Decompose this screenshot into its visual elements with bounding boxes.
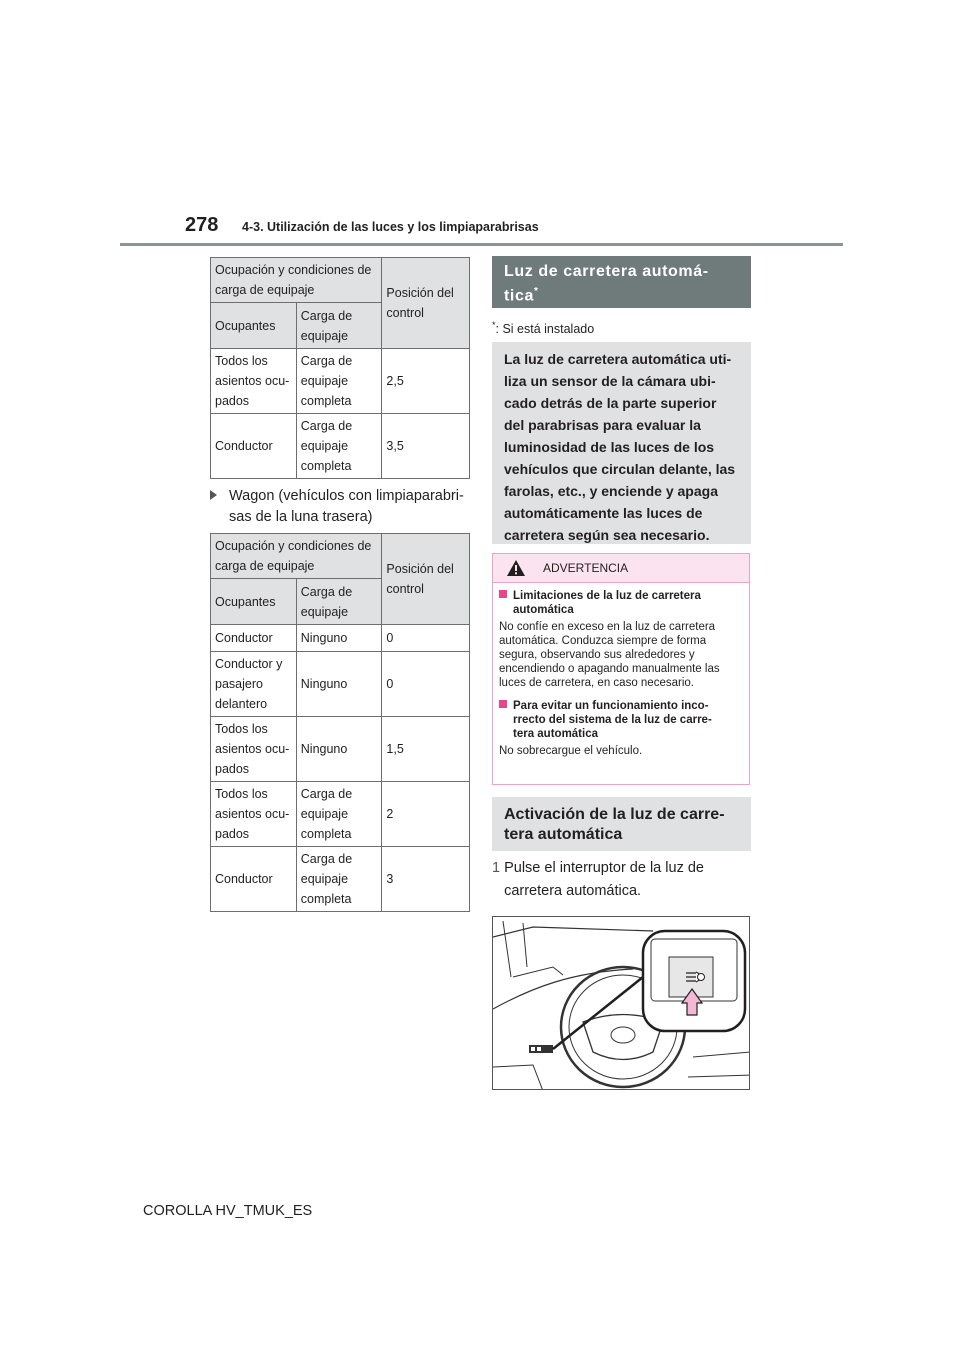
table-cell: Carga de equipaje completa: [296, 847, 382, 912]
footnote-mark: *: [492, 320, 496, 330]
footer-model: COROLLA HV_TMUK_ES: [143, 1203, 313, 1219]
footnote-text: : Si está instalado: [495, 322, 595, 337]
warning-box: [492, 553, 750, 785]
wagon-item: [210, 486, 479, 528]
table-cell: Carga de equipaje completa: [296, 349, 382, 414]
wagon-item-text: Wagon (vehículos con limpiaparabri-sas de la luna trasera): [229, 488, 464, 525]
section-title: 4-3. Utilización de las luces y los limpiaparabrisas: [242, 220, 539, 234]
square-bullet-icon: [499, 700, 507, 708]
dashboard-illustration: [492, 916, 750, 1090]
warning-item-text: No confíe en exceso en la luz de carretera automática. Conduzca siempre de forma segura, observando sus alrededores y encendiendo o apagando manualmente las luces de carretera, en caso necesario.: [499, 621, 720, 689]
intro-text: La luz de carretera automática uti-liza un sensor de la cámara ubi-cado detrás de la parte superior del parabrisas para evaluar la luminosidad de las luces de los vehículos que circulan delante, las farolas, etc., y enciende y apaga automáticamente las luces de carretera según sea necesario.: [504, 351, 736, 543]
intro-box: [492, 342, 751, 544]
table-cell: 3,5: [382, 414, 470, 479]
table-cell: Todos los asientos ocu-pados: [211, 782, 297, 847]
table-cell: Conductor: [211, 847, 297, 912]
table1-col-load: Carga de equipaje: [296, 303, 382, 349]
table-cell: Ninguno: [296, 625, 382, 652]
asterisk: *: [533, 286, 539, 297]
table-cell: Ninguno: [296, 717, 382, 782]
triangle-bullet-icon: [210, 490, 217, 500]
footnote: [492, 320, 594, 336]
activation-heading: [492, 797, 751, 851]
warning-item: [493, 589, 749, 690]
warning-triangle-icon: [507, 560, 525, 581]
table-cell: 1,5: [382, 717, 470, 782]
step-text: Pulse el interruptor de la luz de carretera automática.: [504, 860, 704, 899]
table-cell: Carga de equipaje completa: [296, 782, 382, 847]
table-cell: Conductor: [211, 625, 297, 652]
load-table-2: [210, 533, 470, 912]
table1-col-occupants: Ocupantes: [211, 303, 297, 349]
table2-header-control: Posición del control: [382, 534, 470, 625]
page-number: 278: [185, 214, 219, 236]
table-cell: Conductor: [211, 414, 297, 479]
table1-header-group: Ocupación y condiciones de carga de equipaje: [211, 258, 382, 303]
table-cell: 2: [382, 782, 470, 847]
table-cell: Ninguno: [296, 652, 382, 717]
table-cell: Conductor y pasajero delantero: [211, 652, 297, 717]
table-cell: Carga de equipaje completa: [296, 414, 382, 479]
warning-title: ADVERTENCIA: [543, 561, 629, 575]
table1-header-control: Posición del control: [382, 258, 470, 349]
warning-header: [493, 554, 749, 583]
step-number: 1: [492, 860, 501, 876]
warning-item-text: No sobrecargue el vehículo.: [499, 745, 643, 757]
table2-col-load: Carga de equipaje: [296, 579, 382, 625]
table2-header-group: Ocupación y condiciones de carga de equipaje: [211, 534, 382, 579]
table-cell: 0: [382, 652, 470, 717]
table-cell: 3: [382, 847, 470, 912]
table2-col-occupants: Ocupantes: [211, 579, 297, 625]
activation-heading-text: Activación de la luz de carre-tera automática: [504, 806, 725, 843]
table-cell: Todos los asientos ocu-pados: [211, 717, 297, 782]
warning-item-heading: Para evitar un funcionamiento inco-rrecto del sistema de la luz de carre-tera automática: [513, 700, 712, 740]
header-rule: [120, 243, 843, 246]
table-cell: Todos los asientos ocu-pados: [211, 349, 297, 414]
warning-item: [493, 699, 749, 758]
load-table-1: [210, 257, 470, 479]
auto-high-beam-heading-text: Luz de carretera automá-tica: [504, 263, 709, 305]
table-cell: 2,5: [382, 349, 470, 414]
warning-item-heading: Limitaciones de la luz de carretera automática: [513, 590, 701, 616]
step-1: [492, 857, 719, 903]
table-cell: 0: [382, 625, 470, 652]
auto-high-beam-heading: [492, 256, 751, 308]
square-bullet-icon: [499, 590, 507, 598]
